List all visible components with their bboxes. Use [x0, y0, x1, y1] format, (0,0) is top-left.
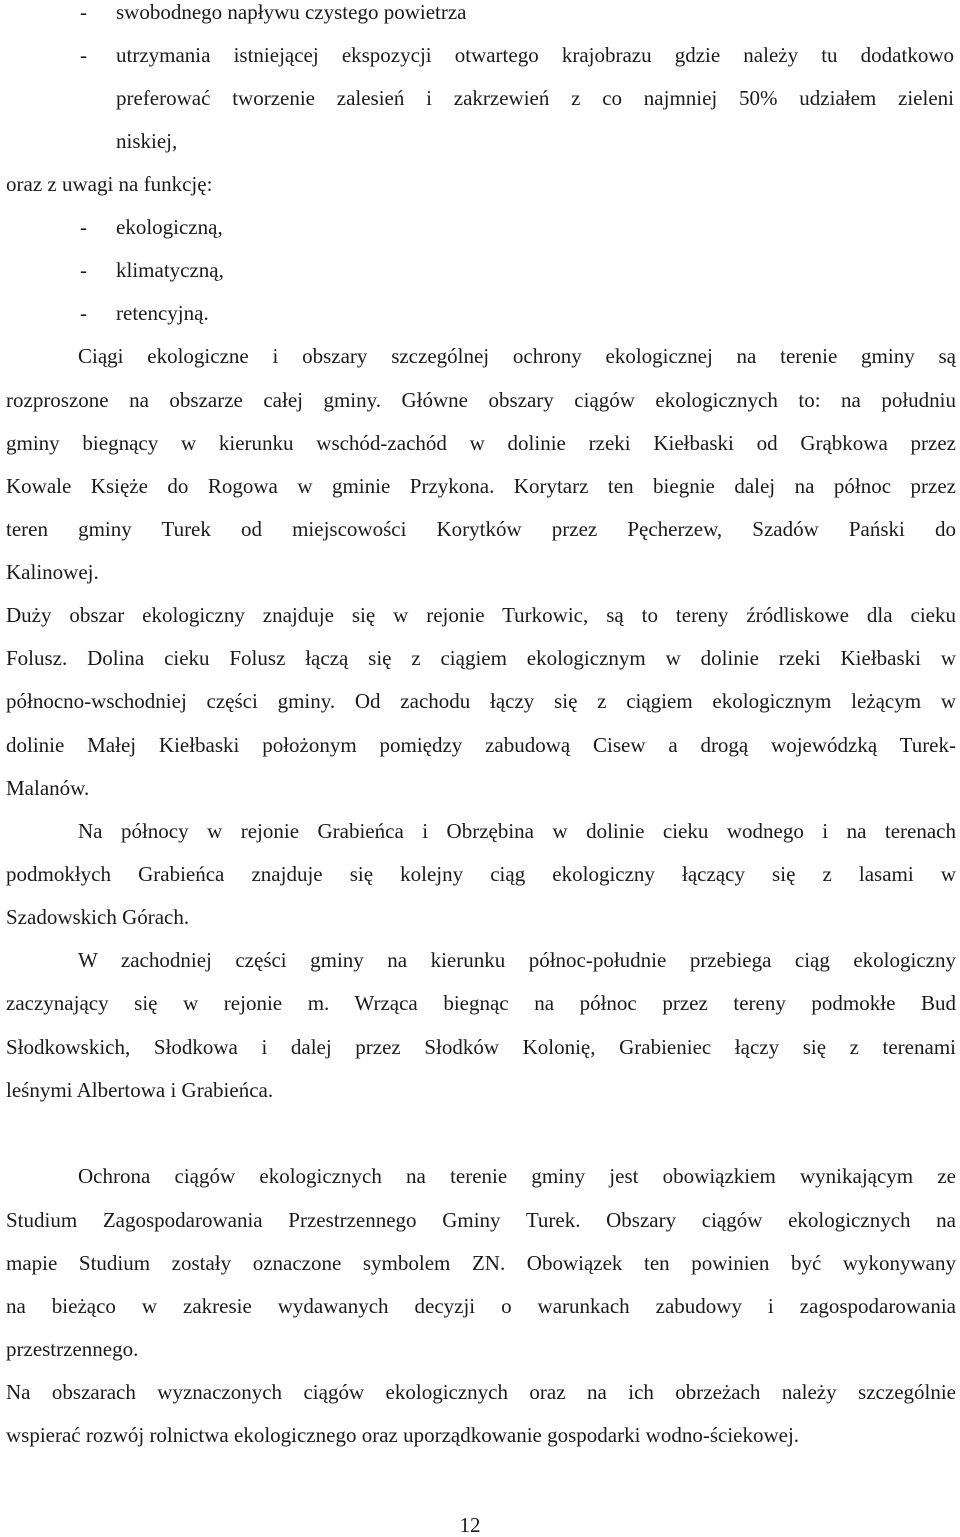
list-dash: - [80, 215, 87, 239]
paragraph-line: teren gminy Turek od miejscowości Korytków przez Pęcherzew, Szadów Pański do [6, 517, 956, 541]
list-item-text: retencyjną. [116, 301, 209, 325]
list-item-text: swobodnego napływu czystego powietrza [116, 0, 467, 24]
paragraph-line: na bieżąco w zakresie wydawanych decyzji o warunkach zabudowy i zagospodarowania [6, 1294, 956, 1318]
list-item-text: ekologiczną, [116, 215, 223, 239]
paragraph-line: Duży obszar ekologiczny znajduje się w rejonie Turkowic, są to tereny źródliskowe dla cieku [6, 603, 956, 627]
paragraph-line: wspierać rozwój rolnictwa ekologicznego oraz uporządkowanie gospodarki wodno-ściekowej. [6, 1423, 800, 1447]
paragraph-line: oraz z uwagi na funkcję: [6, 172, 213, 196]
paragraph-line: północno-wschodniej części gminy. Od zachodu łączy się z ciągiem ekologicznym leżącym w [6, 689, 956, 713]
paragraph-line: Słodkowskich, Słodkowa i dalej przez Słodków Kolonię, Grabieniec łączy się z terenami [6, 1035, 956, 1059]
list-item-text: utrzymania istniejącej ekspozycji otwartego krajobrazu gdzie należy tu dodatkowo [116, 43, 954, 67]
paragraph-line: Folusz. Dolina cieku Folusz łączą się z ciągiem ekologicznym w dolinie rzeki Kiełbaski w [6, 646, 956, 670]
list-dash: - [80, 43, 87, 67]
paragraph-line: Ochrona ciągów ekologicznych na terenie gminy jest obowiązkiem wynikającym ze [78, 1164, 956, 1188]
paragraph-line: Na północy w rejonie Grabieńca i Obrzębina w dolinie cieku wodnego i na terenach [78, 819, 956, 843]
paragraph-line: dolinie Małej Kiełbaski położonym pomiędzy zabudową Cisew a drogą wojewódzką Turek- [6, 733, 956, 757]
list-dash: - [80, 301, 87, 325]
paragraph-line: gminy biegnący w kierunku wschód-zachód w dolinie rzeki Kiełbaski od Grąbkowa przez [6, 431, 956, 455]
paragraph-line: Ciągi ekologiczne i obszary szczególnej ochrony ekologicznej na terenie gminy są [78, 344, 956, 368]
paragraph-line: przestrzennego. [6, 1337, 139, 1361]
paragraph-line: zaczynający się w rejonie m. Wrząca biegnąc na północ przez tereny podmokłe Bud [6, 991, 956, 1015]
page-number: 12 [459, 1513, 481, 1537]
paragraph-line: podmokłych Grabieńca znajduje się kolejny ciąg ekologiczny łączący się z lasami w [6, 862, 956, 886]
list-dash: - [80, 258, 87, 282]
paragraph-line: leśnymi Albertowa i Grabieńca. [6, 1078, 274, 1102]
paragraph-line: Kalinowej. [6, 560, 99, 584]
paragraph-line: mapie Studium zostały oznaczone symbolem ZN. Obowiązek ten powinien być wykonywany [6, 1251, 956, 1275]
paragraph-line: Kowale Księże do Rogowa w gminie Przykona. Korytarz ten biegnie dalej na północ przez [6, 474, 956, 498]
list-item-text: klimatyczną, [116, 258, 224, 282]
list-item-text: preferować tworzenie zalesień i zakrzewień z co najmniej 50% udziałem zieleni [116, 86, 954, 110]
paragraph-line: rozproszone na obszarze całej gminy. Główne obszary ciągów ekologicznych to: na południu [6, 388, 956, 412]
paragraph-line: Studium Zagospodarowania Przestrzennego Gminy Turek. Obszary ciągów ekologicznych na [6, 1208, 956, 1232]
list-item-text: niskiej, [116, 129, 178, 153]
paragraph-line: Malanów. [6, 776, 90, 800]
paragraph-line: W zachodniej części gminy na kierunku północ-południe przebiega ciąg ekologiczny [78, 948, 956, 972]
paragraph-line: Szadowskich Górach. [6, 905, 190, 929]
list-dash: - [80, 0, 87, 24]
paragraph-line: Na obszarach wyznaczonych ciągów ekologicznych oraz na ich obrzeżach należy szczególnie [6, 1380, 956, 1404]
